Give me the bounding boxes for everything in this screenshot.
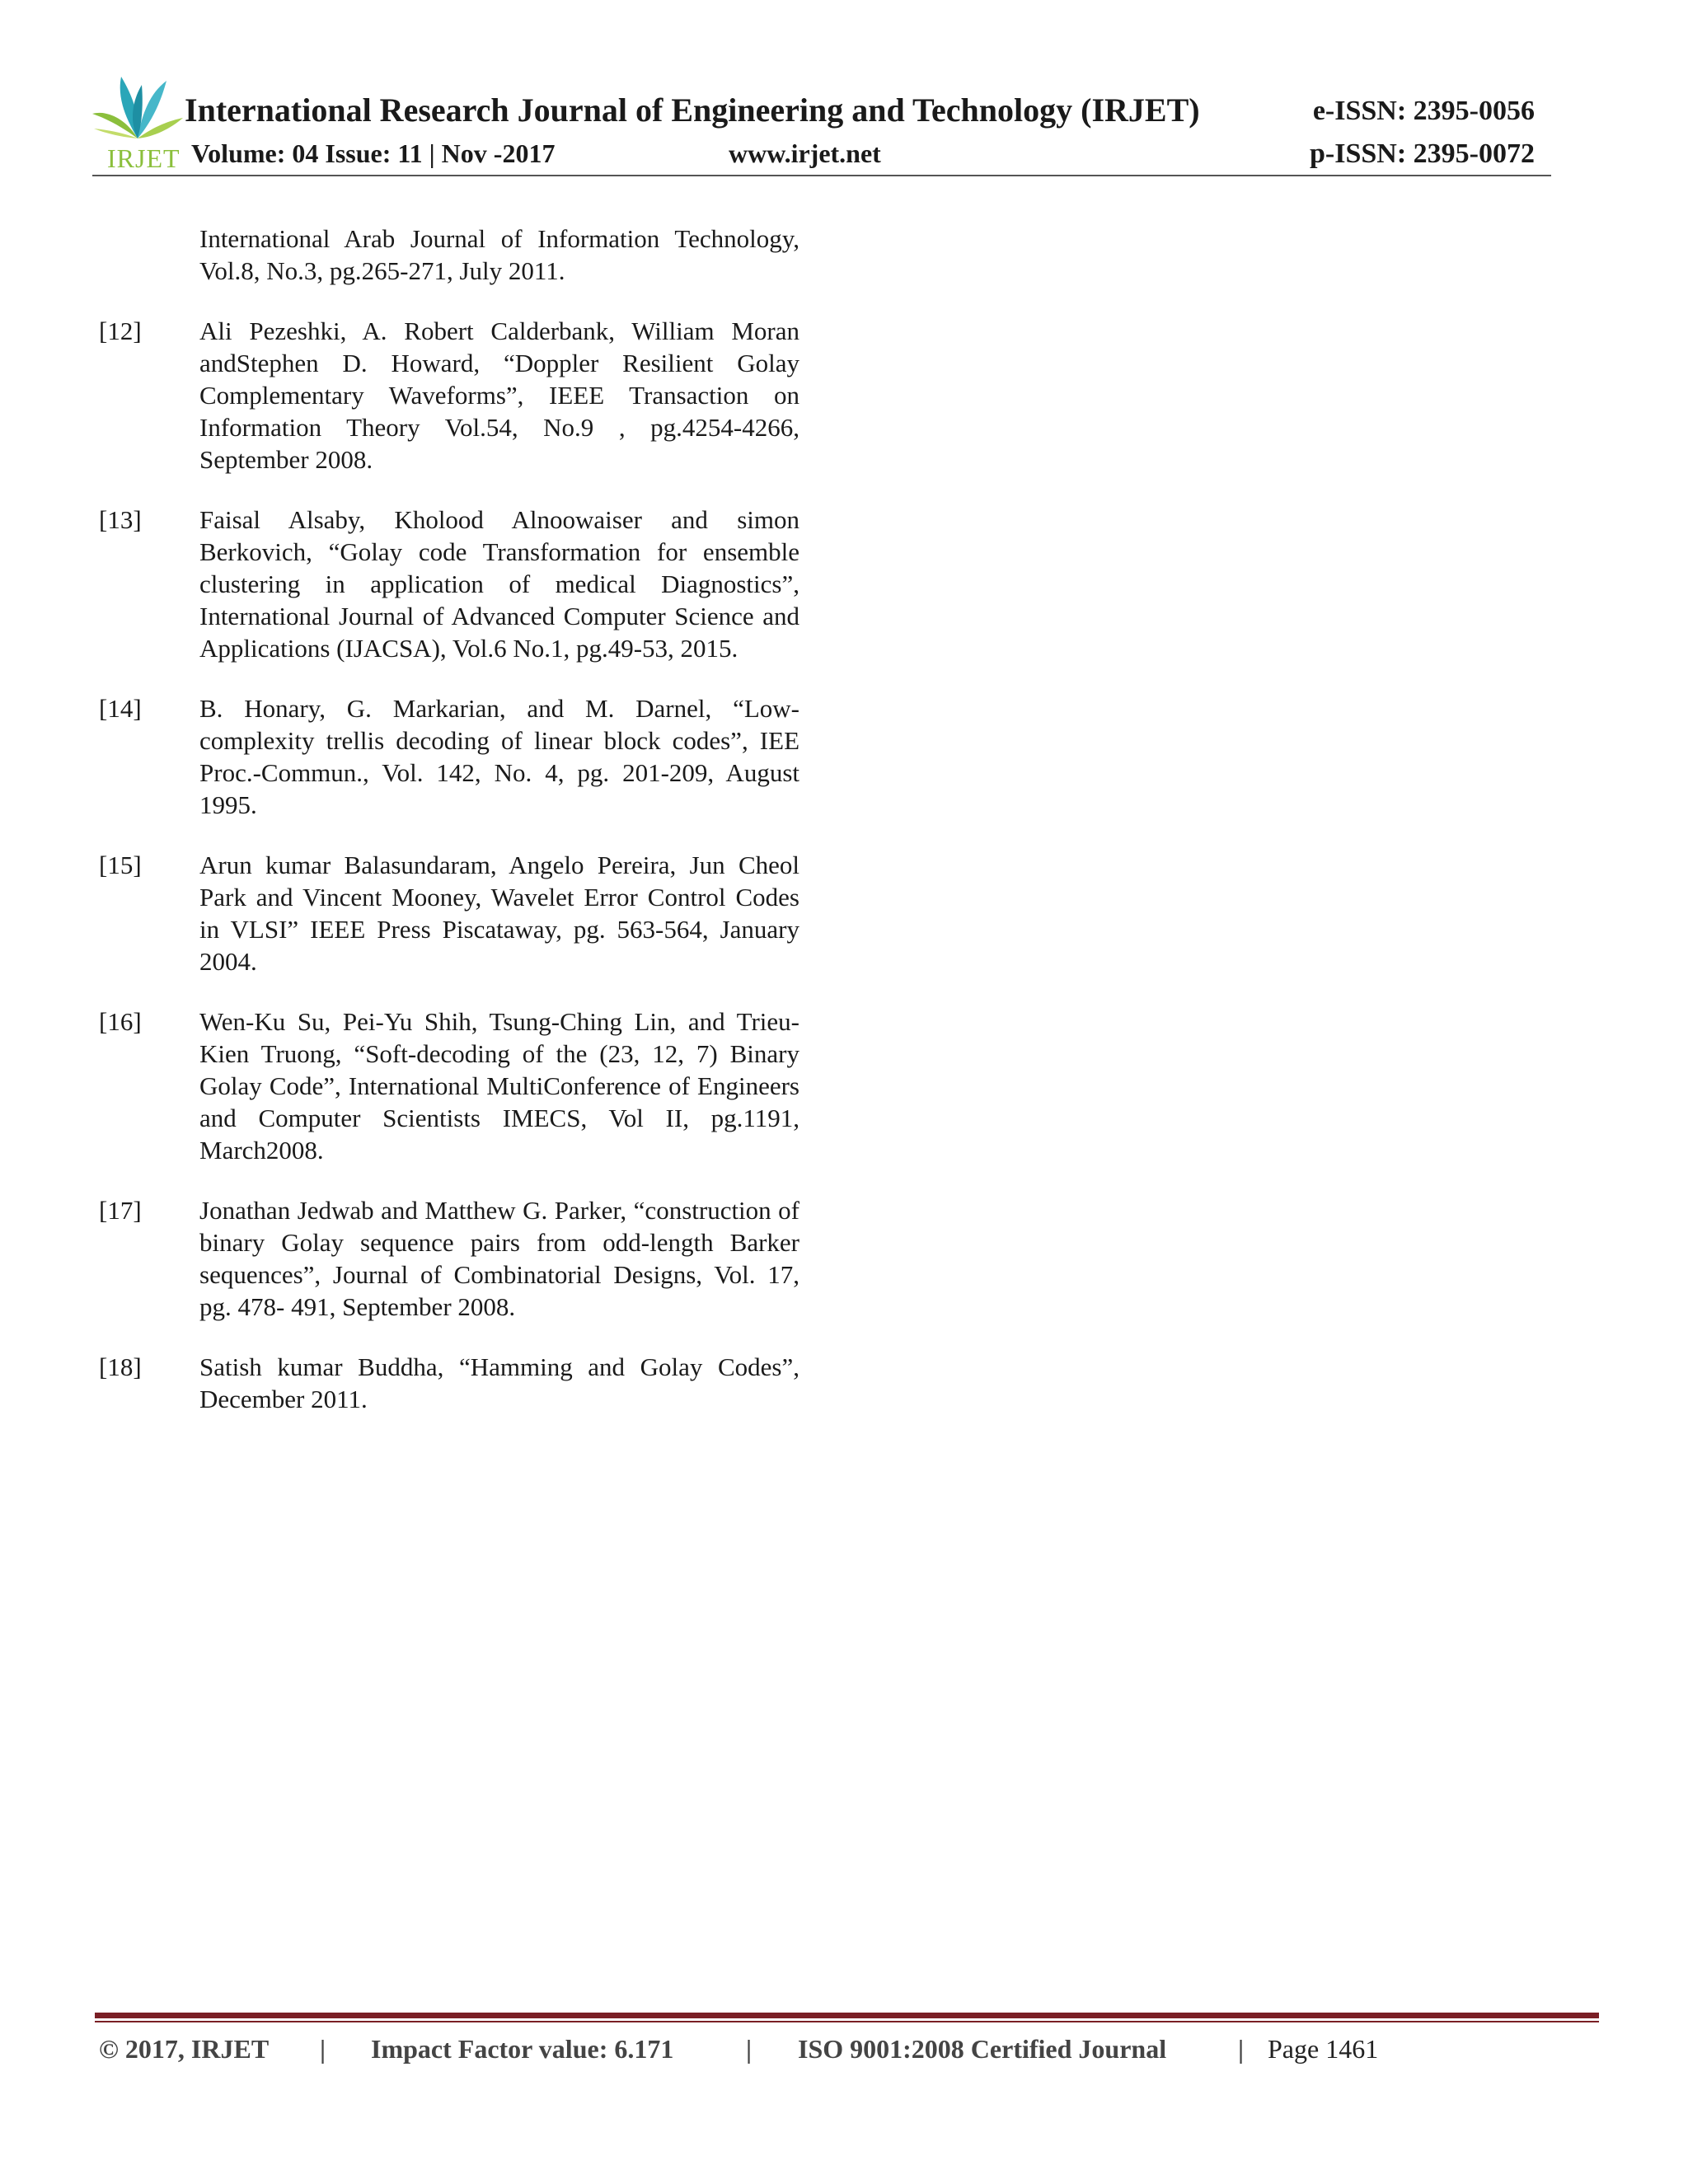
- reference-number: [12]: [99, 316, 142, 345]
- reference-item: [99, 692, 799, 821]
- footer-separator: |: [746, 2034, 753, 2064]
- reference-text: Jonathan Jedwab and Matthew G. Parker, “construction of binary Golay sequence pairs from odd-length Barker sequences”, Journal of Combinatorial Designs, Vol. 17, pg. 478- 491, September 2008.: [199, 1196, 799, 1321]
- footer-copyright: © 2017, IRJET: [99, 2034, 270, 2064]
- footer-impact-factor: Impact Factor value: 6.171: [371, 2034, 674, 2064]
- page-footer: [99, 2034, 1582, 2075]
- reference-item: [99, 1194, 799, 1323]
- reference-text: Arun kumar Balasundaram, Angelo Pereira, Jun Cheol Park and Vincent Mooney, Wavelet Error Control Codes in VLSI” IEEE Press Piscataway, pg. 563-564, January 2004.: [199, 851, 799, 976]
- reference-item: [99, 1351, 799, 1415]
- reference-text: Wen-Ku Su, Pei-Yu Shih, Tsung-Ching Lin, and Trieu-Kien Truong, “Soft-decoding of the (23, 12, 7) Binary Golay Code”, International MultiConference of Engineers and Computer Scientists IMECS, Vol II, pg.1191, March2008.: [199, 1007, 799, 1165]
- pissn: p-ISSN: 2395-0072: [1310, 138, 1535, 169]
- footer-iso: ISO 9001:2008 Certified Journal: [798, 2034, 1167, 2064]
- journal-title: International Research Journal of Engineering and Technology (IRJET): [185, 91, 1200, 129]
- reference-item: [99, 504, 799, 664]
- reference-number: [18]: [99, 1352, 142, 1381]
- reference-item: [99, 849, 799, 977]
- reference-text: Ali Pezeshki, A. Robert Calderbank, William Moran andStephen D. Howard, “Doppler Resilient Golay Complementary Waveforms”, IEEE Transaction on Information Theory Vol.54, No.9 , pg.4254-4266, September 2008.: [199, 316, 799, 474]
- reference-number: [17]: [99, 1196, 142, 1225]
- reference-continuation: [99, 223, 799, 287]
- footer-divider-thin: [95, 2021, 1599, 2022]
- page-header: [92, 73, 1551, 180]
- volume-issue: Volume: 04 Issue: 11 | Nov -2017: [191, 138, 556, 168]
- footer-separator: |: [320, 2034, 326, 2064]
- footer-divider-thick: [95, 2013, 1599, 2018]
- reference-number: [15]: [99, 851, 142, 879]
- reference-text: Faisal Alsaby, Kholood Alnoowaiser and simon Berkovich, “Golay code Transformation for ensemble clustering in application of medical Diagnostics”, International Journal of Advanced Computer Science and Applications (IJACSA), Vol.6 No.1, pg.49-53, 2015.: [199, 505, 799, 663]
- header-divider: [92, 175, 1551, 176]
- logo-text: IRJET: [107, 143, 181, 173]
- journal-website[interactable]: www.irjet.net: [729, 138, 881, 168]
- reference-item: [99, 1005, 799, 1166]
- reference-text: B. Honary, G. Markarian, and M. Darnel, “Low-complexity trellis decoding of linear block codes”, IEE Proc.-Commun., Vol. 142, No. 4, pg. 201-209, August 1995.: [199, 694, 799, 819]
- eissn: e-ISSN: 2395-0056: [1312, 96, 1535, 126]
- reference-item: [99, 315, 799, 476]
- reference-number: [14]: [99, 694, 142, 723]
- reference-text: Satish kumar Buddha, “Hamming and Golay Codes”, December 2011.: [199, 1352, 799, 1413]
- reference-text: International Arab Journal of Information Technology, Vol.8, No.3, pg.265-271, July 2011.: [199, 224, 799, 285]
- reference-number: [16]: [99, 1007, 142, 1036]
- footer-separator: |: [1238, 2034, 1245, 2064]
- reference-list: [99, 223, 799, 1443]
- footer-page-number: Page 1461: [1268, 2034, 1379, 2064]
- reference-number: [13]: [99, 505, 142, 534]
